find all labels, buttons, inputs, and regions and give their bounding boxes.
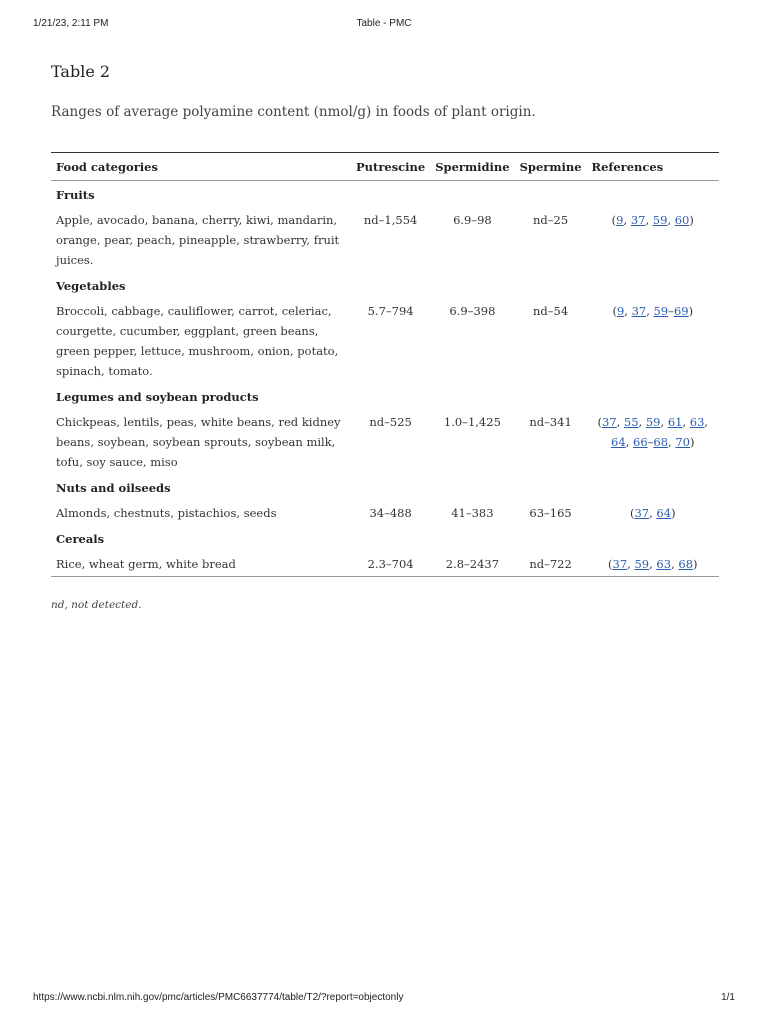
print-page-number: 1/1	[721, 992, 735, 1003]
category-row	[51, 525, 719, 551]
food-list-cell: Chickpeas, lentils, peas, white beans, red kidney beans, soybean, soybean sprouts, soybean milk, tofu, soy sauce, miso	[56, 415, 341, 469]
print-date: 1/21/23, 2:11 PM	[33, 18, 109, 29]
spermine-cell: nd–25	[532, 213, 569, 227]
reference-punctuation: ,	[624, 304, 632, 318]
category-row	[51, 181, 719, 208]
reference-link[interactable]: 59	[652, 213, 668, 227]
food-list-cell: Apple, avocado, banana, cherry, kiwi, mandarin, orange, pear, peach, pineapple, strawberry, fruit juices.	[56, 213, 340, 267]
spermidine-cell: 6.9–98	[453, 213, 492, 227]
reference-punctuation: ,	[649, 557, 657, 571]
table-body	[51, 181, 719, 577]
spermidine-cell: 6.9–398	[449, 304, 496, 318]
table-row	[51, 551, 719, 577]
reference-punctuation: (	[608, 557, 613, 571]
reference-link[interactable]: 37	[601, 415, 617, 429]
reference-punctuation: ,	[668, 435, 676, 449]
table-caption: Ranges of average polyamine content (nmol/g) in foods of plant origin.	[51, 104, 536, 120]
reference-link[interactable]: 60	[674, 213, 690, 227]
reference-punctuation: )	[689, 435, 695, 449]
column-header-spermine: Spermine	[515, 153, 587, 181]
category-row	[51, 383, 719, 409]
column-header-putrescine: Putrescine	[351, 153, 430, 181]
food-list-cell: Rice, wheat germ, white bread	[51, 551, 351, 577]
reference-link[interactable]: 70	[675, 435, 690, 449]
reference-punctuation: )	[689, 213, 694, 227]
spermine-cell: nd–54	[532, 304, 569, 318]
print-page-title: Table - PMC	[356, 18, 412, 29]
table-footnote: nd, not detected.	[51, 599, 142, 611]
reference-link[interactable]: 37	[634, 506, 650, 520]
table-container	[51, 60, 719, 611]
reference-punctuation: ,	[625, 435, 633, 449]
putrescine-cell: 5.7–794	[367, 304, 414, 318]
reference-link[interactable]: 59	[653, 304, 669, 318]
reference-punctuation: –	[668, 304, 674, 318]
reference-punctuation: ,	[704, 415, 709, 429]
reference-punctuation: )	[688, 304, 694, 318]
reference-punctuation: ,	[627, 557, 635, 571]
category-row	[51, 474, 719, 500]
reference-link[interactable]: 9	[616, 304, 625, 318]
reference-link[interactable]: 55	[623, 415, 639, 429]
category-label: Fruits	[56, 188, 95, 202]
spermidine-cell: 41–383	[451, 506, 494, 520]
references-cell	[587, 298, 719, 383]
reference-link[interactable]: 59	[634, 557, 650, 571]
putrescine-cell: nd–1,554	[363, 213, 418, 227]
reference-link[interactable]: 69	[673, 304, 689, 318]
column-header-spermidine: Spermidine	[430, 153, 514, 181]
reference-link[interactable]: 64	[611, 435, 626, 449]
reference-punctuation: ,	[660, 415, 668, 429]
references-cell	[587, 551, 719, 577]
food-list-cell: Broccoli, cabbage, cauliflower, carrot, celeriac, courgette, cucumber, eggplant, green beans, green pepper, lettuce, mushroom, onion, potato, spinach, tomato.	[56, 304, 339, 378]
reference-link[interactable]: 64	[656, 506, 672, 520]
spermine-cell: nd–722	[515, 551, 587, 577]
table-row	[51, 409, 719, 474]
reference-punctuation: ,	[645, 213, 653, 227]
column-header-references: References	[587, 153, 719, 181]
food-list-cell: Almonds, chestnuts, pistachios, seeds	[56, 506, 277, 520]
references-cell	[587, 409, 719, 474]
reference-punctuation: –	[647, 435, 654, 449]
putrescine-cell: 2.3–704	[351, 551, 430, 577]
table-row	[51, 298, 719, 383]
reference-punctuation: )	[693, 557, 698, 571]
polyamine-table	[51, 152, 719, 577]
reference-punctuation: ,	[616, 415, 624, 429]
category-label: Legumes and soybean products	[56, 390, 259, 404]
references-cell	[587, 500, 719, 525]
putrescine-cell: nd–525	[369, 415, 412, 429]
reference-punctuation: (	[597, 415, 602, 429]
reference-punctuation: ,	[623, 213, 631, 227]
reference-link[interactable]: 68	[678, 557, 694, 571]
category-row	[51, 272, 719, 298]
reference-link[interactable]: 61	[667, 415, 683, 429]
spermine-cell: nd–341	[529, 415, 572, 429]
reference-link[interactable]: 59	[645, 415, 661, 429]
reference-link[interactable]: 68	[653, 435, 669, 449]
reference-punctuation: ,	[649, 506, 657, 520]
reference-punctuation: (	[629, 506, 635, 520]
reference-link[interactable]: 66	[633, 435, 648, 449]
reference-punctuation: (	[611, 213, 617, 227]
table-row	[51, 207, 719, 272]
category-label: Vegetables	[56, 279, 126, 293]
reference-punctuation: ,	[646, 304, 654, 318]
reference-link[interactable]: 37	[631, 304, 647, 318]
putrescine-cell: 34–488	[369, 506, 412, 520]
column-header-food: Food categories	[51, 153, 351, 181]
reference-punctuation: (	[612, 304, 617, 318]
reference-punctuation: ,	[638, 415, 646, 429]
reference-punctuation: )	[671, 506, 676, 520]
spermine-cell: 63–165	[529, 506, 572, 520]
spermidine-cell: 2.8–2437	[430, 551, 514, 577]
table-header-row	[51, 153, 719, 181]
table-row	[51, 500, 719, 525]
reference-punctuation: ,	[682, 415, 690, 429]
reference-link[interactable]: 37	[612, 557, 628, 571]
reference-punctuation: ,	[671, 557, 679, 571]
category-label: Cereals	[56, 532, 105, 546]
table-title: Table 2	[51, 62, 111, 81]
references-cell	[587, 207, 719, 272]
spermidine-cell: 1.0–1,425	[443, 415, 501, 429]
reference-link[interactable]: 37	[630, 213, 646, 227]
reference-punctuation: ,	[667, 213, 675, 227]
category-label: Nuts and oilseeds	[56, 481, 171, 495]
print-url: https://www.ncbi.nlm.nih.gov/pmc/articles/PMC6637774/table/T2/?report=objectonly	[33, 992, 404, 1003]
reference-link[interactable]: 63	[656, 557, 672, 571]
reference-link[interactable]: 63	[689, 415, 705, 429]
reference-link[interactable]: 9	[616, 213, 624, 227]
